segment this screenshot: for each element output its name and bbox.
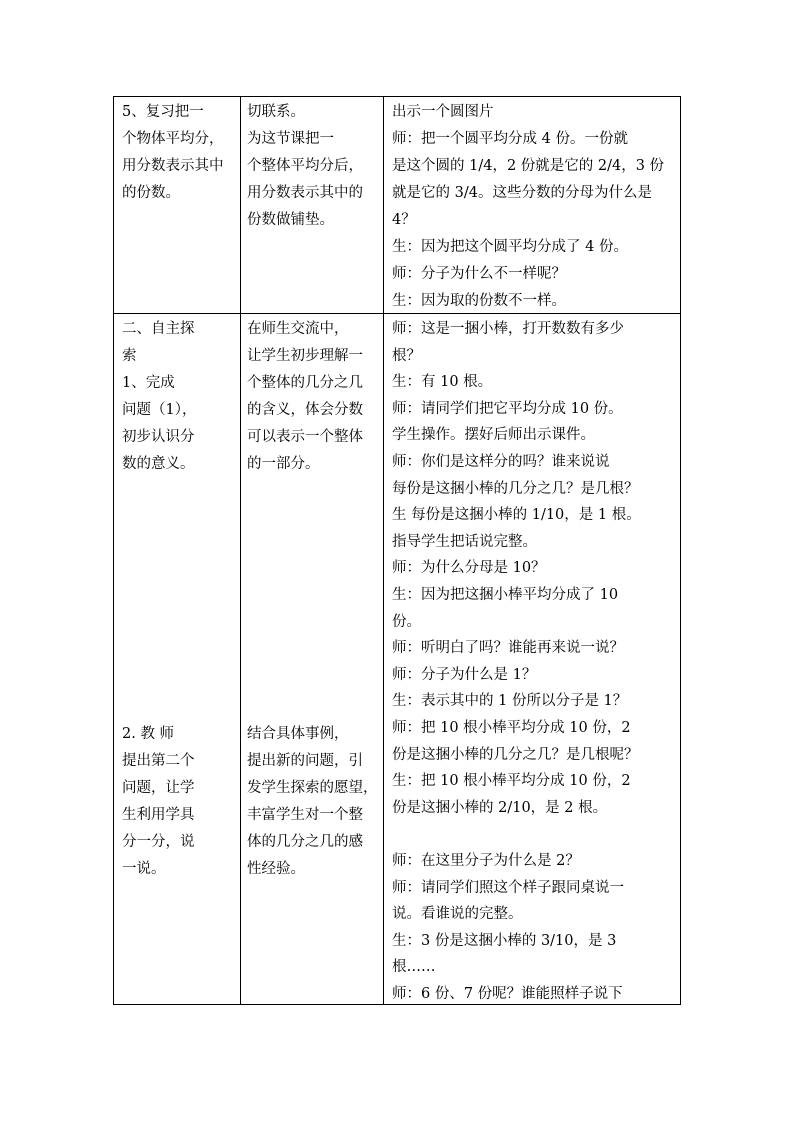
text-line: 根？: [392, 347, 421, 364]
text-line: 问题（1），: [122, 402, 197, 418]
text-line: 切联系。: [247, 104, 305, 120]
text-line: 可以表示一个整体: [247, 429, 363, 445]
activity-text: [384, 314, 680, 1004]
intent-cell: [241, 314, 384, 1005]
text-line: 丰富学生对一个整: [247, 807, 363, 823]
text-line: 师：请同学们把它平均分成 10 份。: [392, 400, 623, 417]
text-line: 生：因为把这捆小棒平均分成了 10: [392, 587, 619, 603]
text-line: 师：请同学们照这个样子跟同桌说一: [392, 879, 624, 896]
text-line: 结合具体事例，: [247, 726, 349, 742]
text-line: 为这节课把一: [247, 131, 334, 147]
table-row: [114, 97, 681, 314]
text-line: 师：把 10 根小棒平均分成 10 份，2: [392, 720, 631, 736]
text-line: 是这个圆的 1/4，2 份就是它的 2/4，3 份: [392, 158, 665, 174]
process-text: [114, 314, 240, 1004]
process-cell: [114, 314, 241, 1005]
text-line: 生：3 份是这捆小棒的 3/10，是 3: [392, 932, 617, 949]
intent-cell: [241, 97, 384, 314]
text-line: 体的几分之几的感: [247, 834, 363, 850]
text-line: 二、自主探: [122, 321, 195, 337]
text-line: 数的意义。: [122, 456, 195, 472]
process-cell: [114, 97, 241, 314]
text-line: 分一分，说: [122, 834, 195, 850]
text-line: 用分数表示其中: [122, 158, 224, 174]
text-line: 一说。: [122, 861, 166, 877]
text-line: 问题，让学: [122, 780, 195, 796]
intent-text: [241, 97, 383, 313]
activity-text: [384, 97, 680, 313]
text-line: 4？: [392, 212, 416, 228]
text-line: 5、复习把一: [122, 104, 204, 120]
text-line: 师：你们是这样分的吗？谁来说说: [392, 454, 610, 470]
text-line: 个物体平均分，: [122, 131, 224, 147]
text-line: 性经验。: [247, 861, 305, 877]
text-line: 师：分子为什么不一样呢？: [392, 266, 566, 282]
text-line: 每份是这捆小棒的几分之几？是几根？: [392, 480, 639, 497]
text-line: 生 每份是这捆小棒的 1/10，是 1 根。: [392, 507, 641, 524]
text-line: 生：把 10 根小棒平均分成 10 份，2: [392, 773, 631, 790]
text-line: 生：因为取的份数不一样。: [392, 293, 566, 309]
text-line: 生：表示其中的 1 份所以分子是 1？: [392, 693, 628, 710]
activity-cell: [384, 314, 681, 1005]
text-line: 学生操作。摆好后师出示课件。: [392, 427, 595, 444]
text-line: 提出新的问题，引: [247, 753, 363, 769]
activity-cell: [384, 97, 681, 314]
text-line: 2. 教 师: [122, 726, 175, 742]
text-line: 指导学生把话说完整。: [392, 533, 537, 550]
lesson-plan-table: [113, 96, 681, 1005]
intent-text: [241, 314, 383, 1004]
text-line: 初步认识分: [122, 429, 195, 445]
text-line: 个整体的几分之几: [247, 375, 363, 391]
text-line: 生：因为把这个圆平均分成了 4 份。: [392, 239, 628, 255]
text-line: 个整体平均分后，: [247, 158, 363, 174]
text-line: 就是它的 3/4。这些分数的分母为什么是: [392, 185, 652, 201]
text-line: 说。看谁说的完整。: [392, 906, 523, 923]
text-line: 师：把一个圆平均分成 4 份。一份就: [392, 131, 628, 147]
text-line: 师：6 份、7 份呢？谁能照样子说下: [392, 986, 623, 1002]
text-line: 师：分子为什么是 1？: [392, 666, 537, 683]
text-line: 师：这是一捆小棒，打开数数有多少: [392, 321, 624, 337]
text-line: 师：听明白了吗？谁能再来说一说？: [392, 640, 624, 657]
text-line: 让学生初步理解一: [247, 348, 363, 364]
text-line: 索: [122, 348, 137, 364]
process-text: [114, 97, 240, 313]
text-line: 发学生探索的愿望，: [247, 780, 378, 796]
text-line: 师：在这里分子为什么是 2？: [392, 853, 580, 869]
text-line: 师：为什么分母是 10？: [392, 560, 546, 577]
text-line: 份是这捆小棒的 2/10，是 2 根。: [392, 799, 608, 816]
text-line: 的份数。: [122, 185, 180, 201]
text-line: 生利用学具: [122, 807, 195, 823]
text-line: 的一部分。: [247, 456, 320, 472]
text-line: 出示一个圆图片: [392, 104, 494, 120]
table-row: [114, 314, 681, 1005]
text-line: 份。: [392, 613, 421, 630]
text-line: 在师生交流中，: [247, 321, 349, 337]
text-line: 份是这捆小棒的几分之几？是几根呢？: [392, 746, 639, 763]
text-line: 用分数表示其中的: [247, 185, 363, 201]
text-line: 1、完成: [122, 375, 175, 391]
text-line: 份数做铺垫。: [247, 212, 334, 228]
text-line: 提出第二个: [122, 753, 195, 769]
text-line: 根……: [392, 959, 436, 976]
text-line: 生：有 10 根。: [392, 374, 493, 391]
text-line: 的含义，体会分数: [247, 402, 363, 418]
